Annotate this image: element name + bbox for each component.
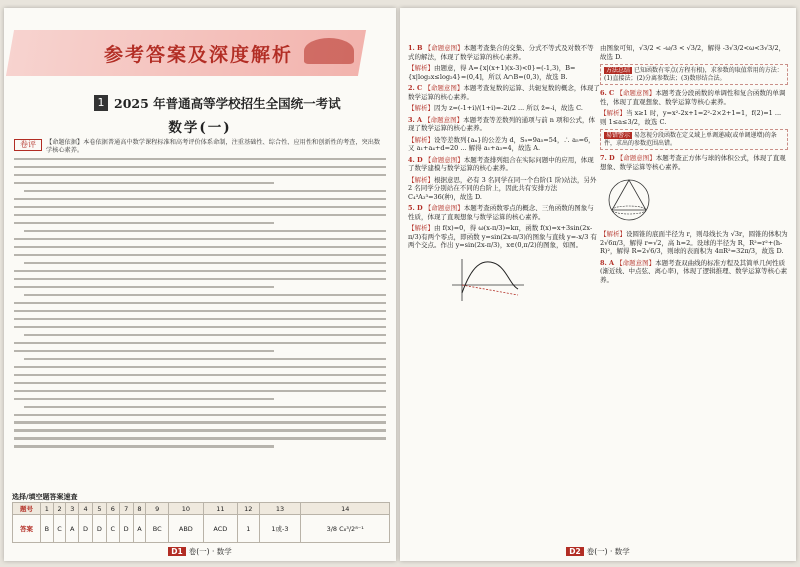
- list-item: 7. D 【命题意图】本题考查正方体与球的体积公式，体现了直观想象、数学运算等核心素养。: [600, 154, 786, 171]
- table-cell: 9: [146, 503, 169, 515]
- cone-sphere-figure: [600, 176, 658, 222]
- table-row: [13, 503, 390, 515]
- table-cell: A: [66, 515, 79, 543]
- review-label: 卷评: [14, 139, 42, 151]
- table-cell: 13: [259, 503, 301, 515]
- left-page: [4, 8, 396, 561]
- list-item: 6. C 【命题意图】本题考查分段函数的单调性和复合函数的单调性，体现了直观想象、数学运算等核心素养。: [600, 89, 786, 106]
- sine-graph-figure: [448, 255, 528, 303]
- table-cell: BC: [146, 515, 169, 543]
- warning-box: 易错警示 易忽视分段函数在定义域上单调递减(或单调递增)的条件，求出的参数范围出错。: [600, 129, 788, 150]
- list-item: 【解析】由 f(x)=0，得 ω(x-π/3)=kπ，函数 f(x)=x+3sin(2x-π/3)有两个零点，即函数 y=sin(2x-π/3)的图象与直线 y=-x/3 有两个交点。作出 y=sin(2x-π/3)，x∈(0,π/2)的图象，如图。: [408, 224, 597, 249]
- page-code: D1: [168, 547, 185, 556]
- table-cell: 3: [66, 503, 79, 515]
- list-item: 【解析】根据意思，必有 3 名同学在同一个台阶(1 阶)站法，另外 2 名同学分别站在不同的台阶上，因此共有安排方法 C₄³A₃³=36(种)，故选 D.: [408, 175, 597, 201]
- footer-text: 卷(一) · 数学: [188, 547, 232, 556]
- table-cell: 8: [133, 503, 146, 515]
- list-item: 3. A 【命题意图】本题考查等差数列的通项与前 n 项和公式，体现了数学运算的核心素养。: [408, 115, 595, 132]
- table-cell: 14: [301, 503, 390, 515]
- answer-table-caption: 选择/填空题答案速查: [12, 493, 78, 501]
- table-cell: 2: [53, 503, 66, 515]
- table-cell: B: [41, 515, 54, 543]
- table-row: [13, 515, 390, 543]
- table-cell: 10: [169, 503, 204, 515]
- table-cell: 11: [203, 503, 237, 515]
- table-cell: C: [53, 515, 66, 543]
- mountain-climber-icon: [304, 38, 354, 64]
- table-cell: ABD: [169, 515, 204, 543]
- table-cell: 7: [119, 503, 133, 515]
- answer-table: [12, 502, 390, 543]
- list-item: 5. D 【命题意图】本题考查函数零点的概念、三角函数的图象与性质，体现了直观想象与数学运算的核心素养。: [408, 204, 594, 221]
- table-cell: A: [133, 515, 146, 543]
- right-page: [400, 8, 796, 561]
- list-item: 【解析】因为 z=(-1+i)/(1+i)=-2i/2 ... 所以 z̄=-i，故选 C.: [408, 104, 583, 112]
- table-cell: C: [106, 515, 119, 543]
- list-item: 4. D 【命题意图】本题考查排列组合在实际问题中的应用，体现了数学建模与数学运算的核心素养。: [408, 155, 594, 172]
- exam-number-badge: 1: [94, 95, 108, 111]
- solution-column-right: [600, 44, 788, 287]
- row-label: 题号: [13, 503, 41, 515]
- table-cell: 1: [41, 503, 54, 515]
- table-cell: 1: [238, 515, 259, 543]
- solution-column-left: [408, 44, 600, 311]
- table-cell: D: [119, 515, 133, 543]
- table-cell: ACD: [203, 515, 237, 543]
- table-cell: 4: [79, 503, 93, 515]
- review-intro-text: 【命题依据】本卷依据普通高中数学课程标准和高考评价体系命制，注重基础性、综合性、应用性和创新性的考查，突出数学核心素养。: [46, 139, 381, 154]
- table-cell: 5: [92, 503, 106, 515]
- list-item: 2. C 【命题意图】本题考查复数的运算、共轭复数的概念，体现了数学运算的核心素养。: [408, 84, 600, 101]
- list-item: 由图象可知，√3/2 < -ω/3 < √3/2，解得 -3√3/2<ω<3√3/2，故选 D.: [600, 44, 786, 61]
- table-cell: 1或-3: [259, 515, 301, 543]
- footer-text: 卷(一) · 数学: [586, 547, 630, 556]
- subject-title: 数学(一): [168, 120, 232, 136]
- list-item: 【解析】由题意，得 A={x|(x+1)(x-3)<0}=(-1,3)，B={x|log₂x≤log₂4}=(0,4]，所以 A∩B=(0,3)，故选 B.: [408, 64, 576, 81]
- table-cell: 3/8 C₈³/2⁸⁻¹: [301, 515, 390, 543]
- list-item: 1. B 【命题意图】本题考查集合的交集、分式不等式及对数不等式的解法，体现了数学运算的核心素养。: [408, 44, 594, 61]
- exam-heading: [94, 94, 341, 112]
- list-item: 【解析】设圆锥的底面半径为 r，则母线长为 √3r，圆锥的体积为 2√6π/3，解得 r=√2，高 h=2。设球的半径为 R，R²=r²+(h-R)²，解得 R=2√6/3，则球的表面积为 4πR²=32π/3，故选 D.: [600, 230, 788, 255]
- list-item: 8. A 【命题意图】本题考查双曲线的标准方程及其简单几何性质(渐近线、中点弦、离心率)，体现了逻辑推理、数学运算等核心素养。: [600, 258, 788, 284]
- table-cell: 12: [238, 503, 259, 515]
- page-footer: [4, 546, 396, 557]
- page-footer: [400, 546, 796, 557]
- review-body-text: [14, 158, 386, 453]
- row-label: 答案: [13, 515, 41, 543]
- banner-title: 参考答案及深度解析: [104, 44, 294, 66]
- table-cell: 6: [106, 503, 119, 515]
- page-code: D2: [566, 547, 583, 556]
- exam-title: 2025 年普通高等学校招生全国统一考试: [114, 96, 341, 111]
- list-item: 【解析】当 x≥1 时，y=x²-2x+1=2²-2×2+1=1，f(2)=1 ... 则 1≤a≤3/2，故选 C.: [600, 109, 782, 126]
- table-cell: D: [92, 515, 106, 543]
- table-cell: D: [79, 515, 93, 543]
- list-item: 【解析】设等差数列{aₙ}的公差为 d，S₉=9a₅=54，∴ a₅=6，又 a₁+a₄+d=20 ... 解得 a₁+a₃=4，故选 A.: [408, 135, 595, 152]
- method-summary-box: 方法总结 已知函数有零点(方程有根)，求参数的取值常用的方法：(1)直接法；(2)分离参数法；(3)数形结合法。: [600, 64, 788, 85]
